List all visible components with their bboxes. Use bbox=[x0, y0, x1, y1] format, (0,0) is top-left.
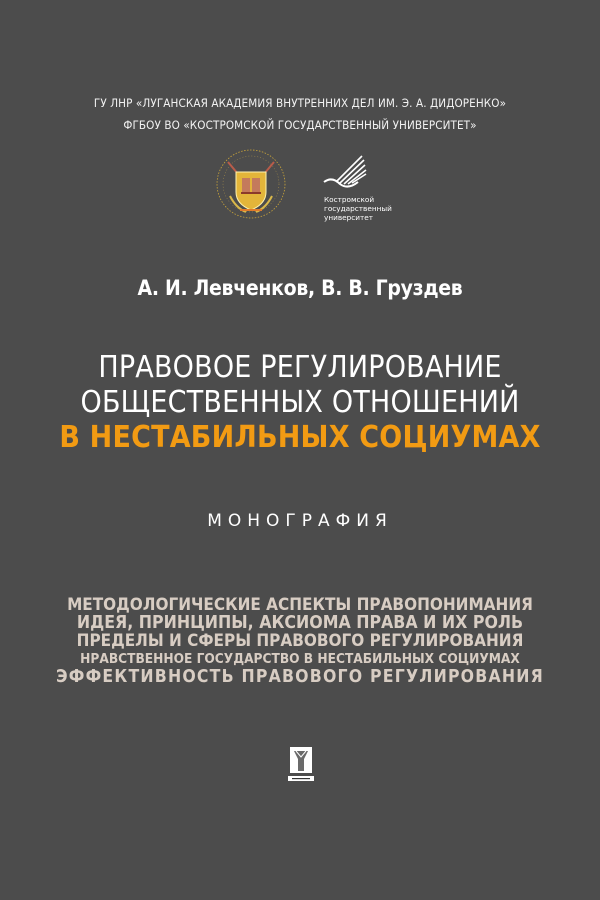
book-title bbox=[0, 350, 600, 455]
title-line-1: ПРАВОВОЕ РЕГУЛИРОВАНИЕ bbox=[98, 350, 502, 385]
title-accent-line: В НЕСТАБИЛЬНЫХ СОЦИУМАХ bbox=[59, 420, 541, 455]
topic-item: МЕТОДОЛОГИЧЕСКИЕ АСПЕКТЫ ПРАВОПОНИМАНИЯ bbox=[67, 595, 533, 615]
topics-list bbox=[0, 596, 600, 686]
authors: А. И. Левченков, В. В. Груздев bbox=[137, 276, 463, 300]
ksu-logo-text: Костромской государственный университет bbox=[324, 195, 392, 222]
topic-item: ПРЕДЕЛЫ И СФЕРЫ ПРАВОВОГО РЕГУЛИРОВАНИЯ bbox=[76, 631, 524, 651]
academy-emblem-icon bbox=[212, 146, 290, 222]
institution-line-1: ГУ ЛНР «ЛУГАНСКАЯ АКАДЕМИЯ ВНУТРЕННИХ ДЕЛ ИМ. Э. А. ДИДОРЕНКО» bbox=[93, 96, 507, 110]
logos-row bbox=[0, 146, 600, 226]
ksu-logo bbox=[322, 152, 402, 222]
topic-item: ЭФФЕКТИВНОСТЬ ПРАВОВОГО РЕГУЛИРОВАНИЯ bbox=[56, 667, 544, 687]
title-line-2: ОБЩЕСТВЕННЫХ ОТНОШЕНИЙ bbox=[80, 385, 520, 420]
topic-item: НРАВСТВЕННОЕ ГОСУДАРСТВО В НЕСТАБИЛЬНЫХ СОЦИУМАХ bbox=[80, 651, 520, 667]
ksu-wing-icon bbox=[322, 152, 372, 194]
institution-line-2: ФГБОУ ВО «КОСТРОМСКОЙ ГОСУДАРСТВЕННЫЙ УНИВЕРСИТЕТ» bbox=[123, 118, 477, 132]
publication-type: МОНОГРАФИЯ bbox=[207, 511, 393, 531]
prospekt-logo-icon bbox=[288, 745, 314, 785]
topic-item: ИДЕЯ, ПРИНЦИПЫ, АКСИОМА ПРАВА И ИХ РОЛЬ bbox=[76, 613, 524, 633]
institutions-header bbox=[0, 92, 600, 136]
